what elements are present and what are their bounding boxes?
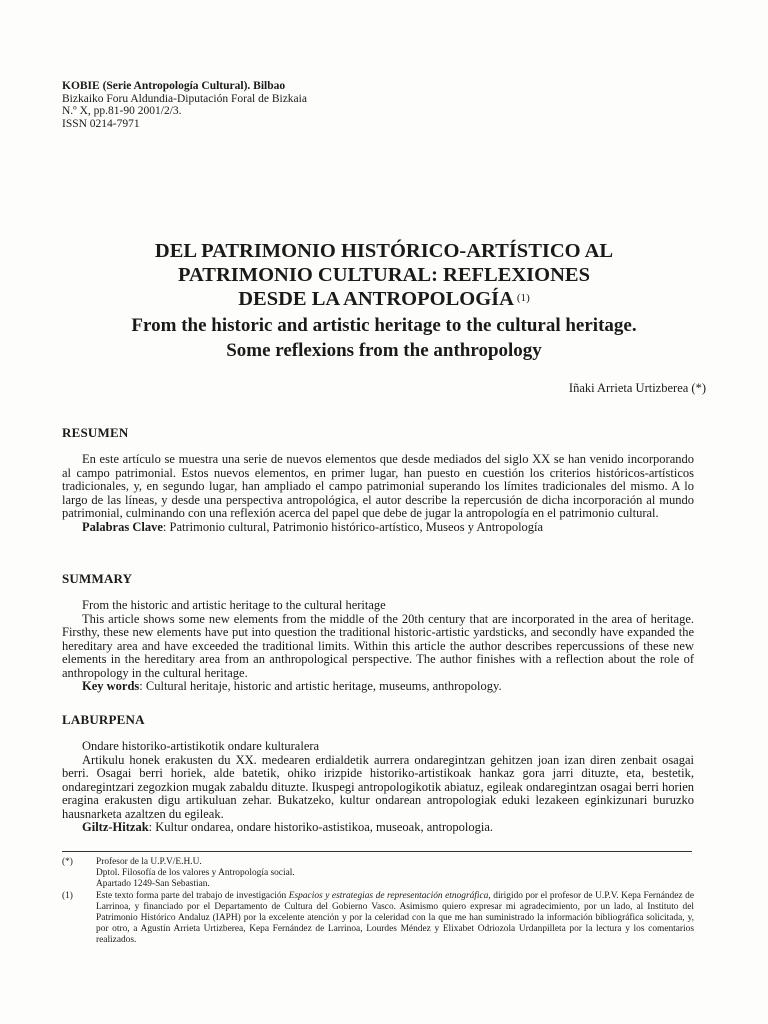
spanish-title-line-1: DEL PATRIMONIO HISTÓRICO-ARTÍSTICO AL <box>154 240 614 262</box>
english-title-line-2: Some reflexions from the anthropology <box>226 339 542 361</box>
summary-subtitle: From the historic and artistic heritage to the cultural heritage <box>82 598 386 612</box>
laburpena-section <box>62 712 694 835</box>
footnote-author <box>62 857 694 891</box>
footnote-research <box>62 891 694 947</box>
resumen-keywords-label: Palabras Clave <box>82 519 163 534</box>
laburpena-keywords-label: Giltz-Hitzak <box>82 820 149 834</box>
summary-keywords <box>62 680 694 694</box>
resumen-keywords-text: : Patrimonio cultural, Patrimonio histórico-artístico, Museos y Antropología <box>162 519 544 534</box>
summary-keywords-label: Key words <box>82 679 140 693</box>
footnote-line: Profesor de la U.P.V/E.H.U. <box>96 857 202 867</box>
issue-pages: N.º X, pp.81-90 2001/2/3. <box>62 105 182 118</box>
article-title-block <box>40 240 728 362</box>
laburpena-subtitle: Ondare historiko-artistikotik ondare kulturalera <box>82 739 320 753</box>
english-title-line-1: From the historic and artistic heritage to the cultural heritage. <box>131 314 637 336</box>
publisher: Bizkaiko Foru Aldundia-Diputación Foral de Bizkaia <box>62 92 307 105</box>
footnote-line: Dptol. Filosofía de los valores y Antropología social. <box>96 868 295 879</box>
footnote-divider <box>62 851 692 852</box>
summary-body: This article shows some new elements from the middle of the 20th century that are incorporated in the area of heritage. Firsthy, these new elements have put into question the traditional historic-artistic yardsticks, and secondly have expanded the hereditary area and have exceeded the traditional limits. Within this article the author describes repercussions of these new elements in the hereditary area from an anthropological perspective. The author finishes with a reflection about the role of anthropology in the cultural heritage. <box>62 611 694 680</box>
summary-section <box>62 571 694 694</box>
spanish-title-line-2: PATRIMONIO CULTURAL: REFLEXIONES <box>178 263 590 286</box>
footnote-text <box>96 857 694 891</box>
resumen-heading: RESUMEN <box>62 425 129 440</box>
journal-header <box>62 80 307 130</box>
laburpena-body: Artikulu honek erakusten du XX. medearen erdialdetik aurrera ondaregintzan gehitzen joan izan diren zenbait osagai berri. Osagai berri horiek, alde batetik, ohiko irizpide historiko-artistikoak hankaz gora jarri dituzte, eta, bestetik, ondaregintzari zegozkion mugak zabaldu dituzte. Ikuspegi antropologikotik abiatuz, egileak ondaregintzan osagai berri horien eragina erakusten digu artikuluan zehar. Bukatzeko, kultur ondarean antropologiak eduki lezakeen eginkizunari buruzko hausnarketa azaltzen du egileak. <box>62 752 694 821</box>
resumen-section <box>62 425 694 534</box>
issn: ISSN 0214-7971 <box>62 117 140 130</box>
laburpena-keywords <box>62 821 694 835</box>
summary-heading: SUMMARY <box>62 571 133 586</box>
footnotes <box>62 857 694 947</box>
footnote-mark: (*) <box>62 857 73 867</box>
journal-name: KOBIE (Serie Antropología Cultural). Bilbao <box>62 80 286 92</box>
title-footnote-mark: (1) <box>516 292 530 304</box>
laburpena-keywords-text: : Kultur ondarea, ondare historiko-astistikoa, museoak, antropologia. <box>148 820 494 834</box>
footnote-text-post: , dirigido por el profesor de U.P.V. Kepa Fernández de Larrinoa, y financiado por el Departamento de Cultura del Gobierno Vasco. Asimismo quiero expresar mi agradecimiento, por un lado, al Instituto del Patrimonio Histórico Andaluz (IAPH) por la excelente atención y por la celeridad con la que me han suministrado la información bibliográfica solicitada, y, por otro, a Agustín Arrieta Urtizberea, Kepa Fernández de Larrinoa, Lourdes Méndez y Elixabet Odriozola Urdanpilleta por la lectura y los comentarios realizados. <box>96 890 694 946</box>
footnote-mark: (1) <box>62 890 73 901</box>
footnote-text-pre: Este texto forma parte del trabajo de investigación <box>96 890 289 901</box>
footnote-project-title: Espacios y estrategias de representación etnográfica <box>288 890 489 901</box>
resumen-keywords <box>62 521 694 535</box>
footnote-text <box>96 891 694 947</box>
footnote-line: Apartado 1249-San Sebastian. <box>96 879 210 890</box>
author-name: Iñaki Arrieta Urtizberea (*) <box>568 381 706 395</box>
resumen-body: En este artículo se muestra una serie de nuevos elementos que desde mediados del siglo XX se han venido incorporando al campo patrimonial. Estos nuevos elementos, en primer lugar, han puesto en cuestión los criterios históricos-artísticos tradicionales, y, en segundo lugar, han ampliado el campo patrimonial superando los límites tradicionales del mismo. A lo largo de las líneas, y desde una perspectiva antropológica, el autor describe la repercusión de dicha incorporación al mundo patrimonial, culminando con una reflexión acerca del papel que debe de jugar la antropología en el patrimonio cultural. <box>62 452 694 520</box>
spanish-title-line-3 <box>40 287 728 312</box>
laburpena-heading: LABURPENA <box>62 712 145 727</box>
summary-keywords-text: : Cultural heritaje, historic and artistic heritage, museums, anthropology. <box>139 679 502 693</box>
spanish-title-line-3-text: DESDE LA ANTROPOLOGÍA <box>238 288 514 310</box>
